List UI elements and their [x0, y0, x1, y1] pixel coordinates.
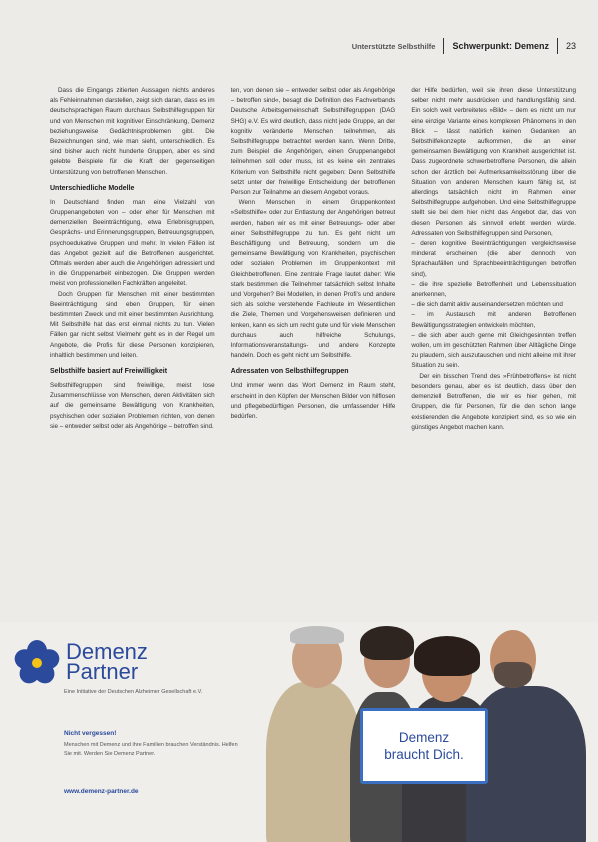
brand-logo: [14, 640, 148, 686]
header-section: Unterstützte Selbsthilfe: [351, 41, 436, 51]
list-item: – die sich damit aktiv auseinandersetzen möchten und: [411, 301, 563, 309]
sign-line-1: Demenz: [398, 730, 450, 745]
subheading: Unterschiedliche Modelle: [50, 184, 135, 192]
subheading: Selbsthilfe basiert auf Freiwilligkeit: [50, 368, 168, 376]
list-item: – im Austausch mit anderen Betroffenen Bewältigungsstrategien entwickeln möchten,: [411, 311, 577, 329]
paragraph: In Deutschland finden man eine Vielzahl von Gruppenangeboten von – oder eher für Menschen mit demenziellen Beeinträchtigung, etwa Erlebnisgruppen, Gesprächs- und Erinnerungsgruppen, Betreuungsgruppen, psychoedukative Gruppen und mehr. In vielen Fällen ist das Angebot gezielt auf die Betroffenen ausgerichtet. Oftmals werden aber auch die Angehörigen adressiert und in die Gruppenarbeit einbezogen. Die Gruppen werden meist von professionellen Fachkräften angeleitet.: [50, 198, 215, 288]
sign-line-2: braucht Dich.: [384, 747, 464, 762]
ad-sign: [360, 708, 488, 784]
paragraph: Wenn Menschen in einem Gruppenkontext »Selbsthilfe« oder zur Entlastung der Angehörigen betreut werden, haben wir es mit einer Betreuungs- oder aber einer Selbsthilfegruppe zu tun. Es geht nicht um Beschäftigung und Betreuung, sondern um die gemeinsame Bewältigung von Krankheiten, psychischen oder sozialen Problemen im Gruppenkontext mit Gleichbetroffenen. Eine zentrale Frage lautet daher: Wie stark bestimmen die Teilnehmer tatsächlich selbst Inhalte und Vorgehen? Bei Modellen, in denen Profi's und andere sich als solche verstehende Fachleute im Wesentlichen die Ziele, Themen und Vorgehensweisen definieren und lenken, kann es sich um recht gute und für viele Menschen durchaus auch hilfreiche Schulungs, Informationsveranstaltungs- und andere Konzepte handeln. Doch es geht nicht um Selbsthilfe.: [230, 199, 396, 360]
paragraph: Und immer wenn das Wort Demenz im Raum steht, erscheint in den Köpfen der Menschen Bilder von hilflosen und pflegebedürftigen Personen, die umfassender Hilfe bedürfen.: [230, 382, 396, 421]
header-divider: [443, 38, 444, 54]
paragraph: Der ein bisschen Trend des »Frühbetroffens« ist nicht besonders genau, aber es ist deutlich, dass über den demenziell Betroffenen, die wir es hier gehen, mit Gruppen, die für Personen, für die den schon lange existierenden die Angebote konzipiert sind, es so wie ein günstiges Angebot machen kann.: [411, 372, 577, 431]
list-item: – die ihre spezielle Betroffenheit und Lebenssituation anerkennen,: [411, 280, 577, 299]
article-columns: [50, 86, 576, 614]
column-3: [411, 86, 576, 614]
brand-line-2: Partner: [66, 659, 139, 684]
ad-url-link[interactable]: www.demenz-partner.de: [64, 788, 139, 795]
paragraph: Dass die Eingangs zitierten Aussagen nichts anderes als Fehleinnahmen darstellen, zeigt sich daran, dass es im deutschsprachigen Raum durchaus Selbsthilfegruppen für und von Menschen mit kognitiver Einschränkung, Demenz beziehungsweise Gedächtnisproblemen gibt. Die Bezeichnungen sind, wie man sieht, unterschiedlich. Es sind bisher auch nicht hunderte Gruppen, aber es sind gelebte Beispiele für die Kraft der gegenseitigen Unterstützung von betroffenen Menschen.: [50, 87, 215, 176]
paragraph: ten, von denen sie – entweder selbst oder als Angehörige – betroffen sind«, besagt die Definition des Fachverbands Deutsche Arbeitsgemeinschaft Selbsthilfegruppen (DAG SHG) e.V. Es wird deutlich, dass nicht jede Gruppe, an der kognitiv veränderte Menschen teilnehmen, als Selbsthilfegruppe betrachtet werden kann. Wenn Dritte, zum Beispiel die Angehörigen, einen Gruppenangebot teilnehmen soll oder muss, ist es keine ein zentrales Kriterium von Selbsthilfe nicht gegeben: Denn Selbsthilfe setzt unter der freiwillige Entscheidung der betroffenen Person zur Teilnahme an diesem Angebot voraus.: [230, 87, 396, 197]
audience-list: [411, 239, 576, 372]
ad-note-title: Nicht vergessen!: [64, 730, 117, 737]
paragraph: Selbsthilfegruppen sind freiwillige, meist lose Zusammenschlüsse von Menschen, deren Aktivitäten sich auf die gemeinsame Bewältigung von Krankheiten, psychischen oder sozialen Problemen richten, von denen sie – entweder selbst oder als Angehörige – betroffen sind.: [50, 382, 215, 430]
brand-line-1: Demenz: [66, 639, 148, 664]
demenz-partner-ad: [0, 622, 598, 842]
column-1: [50, 86, 215, 614]
list-item: – deren kognitive Beeinträchtigungen vergleichsweise minderat erscheinen (die aber dennoch von Sprachaufällen und Sprachbeeinträchtigungen betroffen sind),: [411, 240, 577, 278]
ad-tagline: Eine Initiative der Deutschen Alzheimer Gesellschaft e.V.: [64, 689, 203, 695]
forget-me-not-icon: [14, 640, 60, 686]
page-number: 23: [565, 41, 576, 51]
paragraph: der Hilfe bedürfen, weil sie ihren diese Unterstützung selber nicht mehr ausdrücken und handlungsfähig sind. Ein solch weit verbreitetes »Bild« – dem es nicht um nur eine einzige Variante eines komplexen Phänomens in den Blick – lässt natürlich keinen Gedanken an Selbsthilfekonzepte aufkommen, die an einer gemeinsamen Bewältigung von Krankheit ausgerichtet ist. Dass zugeordnete schwerbetroffene Personen, die allein schon der ärztlich bei Aufmerksamkeitsstörung über die Situation von anderen Menschen kaum fähig ist, ist allerdings tatsächlich nicht im Rahmen einer Selbsthilfegruppe aufgehoben. Und eine Selbsthilfegruppe stellt sie bei dem hier nicht das Angebot dar, das von diesen Personen als sinnvoll erlebt werden würde. Adressaten von Selbsthilfegruppen sind Personen,: [411, 87, 577, 237]
list-item: – die sich aber auch gerne mit Gleichgesinnten treffen wollen, um im geschützten Rahmen über Alltägliche Dinge zu plaudern, sich auszutauschen und nicht alleine mit ihrer Situation zu sein.: [411, 331, 577, 370]
header-topic: Schwerpunkt: Demenz: [452, 41, 549, 51]
brand-name: [66, 639, 148, 684]
page-header: [352, 36, 576, 56]
ad-note-body: Menschen mit Demenz und ihre Familien brauchen Verständnis. Helfen Sie mit. Werden Sie Demenz Partner.: [64, 742, 238, 757]
subheading: Adressaten von Selbsthilfegruppen: [230, 368, 349, 376]
header-divider: [557, 38, 558, 54]
paragraph: Doch Gruppen für Menschen mit einer bestimmten Beeinträchtigung sind eben Gruppen, für einen bestimmten Zweck und mit einer bestimmten Ausrichtung. Mit Selbsthilfe hat das erst einmal nichts zu tun. Vielen Fällen gar nicht selbst Vielmehr geht es in der Regel um Angebote, die Profis für diese Personen konzipieren, inhaltlich bestimmen und leiten.: [50, 290, 215, 359]
ad-photo: [262, 622, 598, 842]
column-2: [231, 86, 396, 614]
